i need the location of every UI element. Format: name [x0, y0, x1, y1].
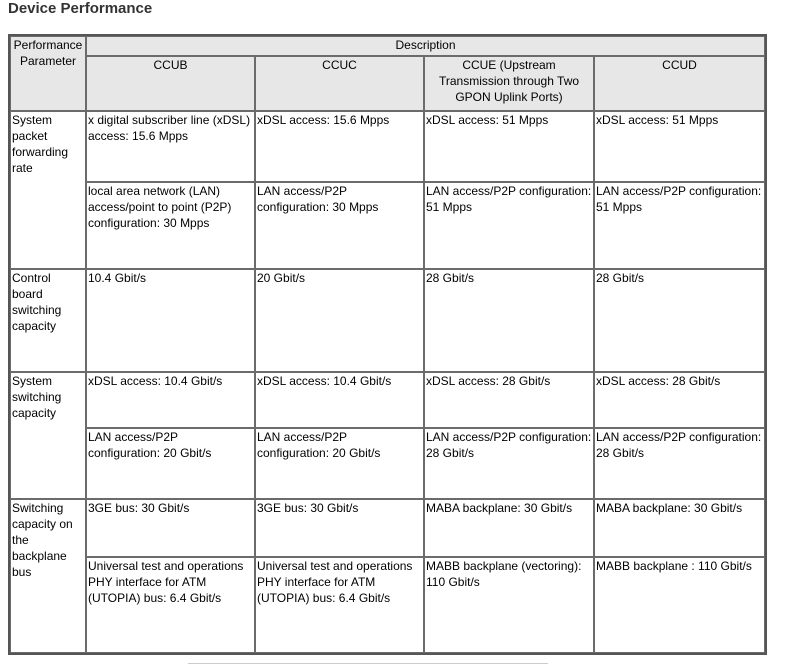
header-description: Description	[86, 36, 765, 56]
table-cell: x digital subscriber line (xDSL) access: 15.6 Mpps	[86, 111, 255, 182]
table-cell: LAN access/P2P configuration: 30 Mpps	[255, 182, 424, 269]
table-cell: LAN access/P2P configuration: 28 Gbit/s	[424, 428, 594, 499]
table-row	[10, 557, 765, 653]
row-parameter-label: Control board switching capacity	[10, 269, 86, 372]
header-ccud: CCUD	[594, 56, 765, 111]
table-cell: 3GE bus: 30 Gbit/s	[255, 499, 424, 557]
table-row	[10, 428, 765, 499]
table-row	[10, 182, 765, 269]
divider	[188, 663, 548, 664]
table-cell: Universal test and operations PHY interface for ATM (UTOPIA) bus: 6.4 Gbit/s	[86, 557, 255, 653]
header-ccub: CCUB	[86, 56, 255, 111]
table-cell: 28 Gbit/s	[594, 269, 765, 372]
header-performance-parameter: Performance Parameter	[10, 36, 86, 111]
table-cell: xDSL access: 51 Mpps	[424, 111, 594, 182]
table-cell: MABB backplane (vectoring): 110 Gbit/s	[424, 557, 594, 653]
table-header-row	[10, 56, 765, 111]
table-cell: xDSL access: 51 Mpps	[594, 111, 765, 182]
table-cell: xDSL access: 28 Gbit/s	[594, 372, 765, 428]
table-cell: 20 Gbit/s	[255, 269, 424, 372]
table-cell: LAN access/P2P configuration: 28 Gbit/s	[594, 428, 765, 499]
table-cell: LAN access/P2P configuration: 20 Gbit/s	[86, 428, 255, 499]
row-parameter-label: System switching capacity	[10, 372, 86, 499]
table-row	[10, 269, 765, 372]
table-cell: xDSL access: 10.4 Gbit/s	[86, 372, 255, 428]
table-cell: LAN access/P2P configuration: 51 Mpps	[594, 182, 765, 269]
table-cell: LAN access/P2P configuration: 20 Gbit/s	[255, 428, 424, 499]
table-row	[10, 111, 765, 182]
header-ccuc: CCUC	[255, 56, 424, 111]
table-cell: Universal test and operations PHY interface for ATM (UTOPIA) bus: 6.4 Gbit/s	[255, 557, 424, 653]
table-cell: 28 Gbit/s	[424, 269, 594, 372]
table-cell: LAN access/P2P configuration: 51 Mpps	[424, 182, 594, 269]
table-cell: MABB backplane : 110 Gbit/s	[594, 557, 765, 653]
header-ccue: CCUE (Upstream Transmission through Two GPON Uplink Ports)	[424, 56, 594, 111]
row-parameter-label: System packet forwarding rate	[10, 111, 86, 269]
table-row	[10, 372, 765, 428]
table-row	[10, 499, 765, 557]
table-header-row	[10, 36, 765, 56]
table-cell: MABA backplane: 30 Gbit/s	[424, 499, 594, 557]
page-title: Device Performance	[8, 0, 153, 17]
table-cell: xDSL access: 10.4 Gbit/s	[255, 372, 424, 428]
device-performance-table	[8, 34, 767, 655]
table-cell: local area network (LAN) access/point to point (P2P) configuration: 30 Mpps	[86, 182, 255, 269]
table-cell: 10.4 Gbit/s	[86, 269, 255, 372]
table-cell: xDSL access: 15.6 Mpps	[255, 111, 424, 182]
table-cell: 3GE bus: 30 Gbit/s	[86, 499, 255, 557]
table-cell: xDSL access: 28 Gbit/s	[424, 372, 594, 428]
row-parameter-label: Switching capacity on the backplane bus	[10, 499, 86, 653]
table-cell: MABA backplane: 30 Gbit/s	[594, 499, 765, 557]
